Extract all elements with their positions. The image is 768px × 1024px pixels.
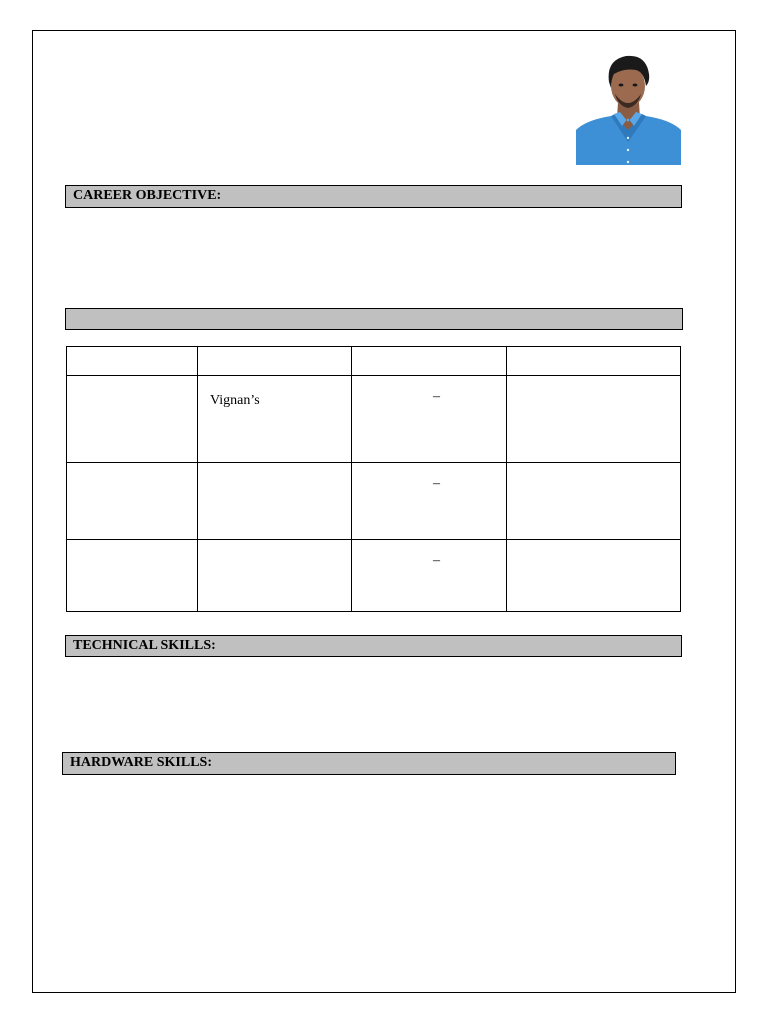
- institution-name: Vignan’s: [210, 393, 260, 409]
- table-cell: [67, 539, 198, 611]
- table-cell: [352, 539, 507, 611]
- table-header-cell: [352, 347, 507, 376]
- table-cell: [507, 376, 681, 463]
- profile-photo: [576, 50, 681, 165]
- year-range-dash: –: [433, 552, 440, 568]
- table-cell: [198, 463, 352, 539]
- table-cell: [352, 376, 507, 463]
- table-row: [67, 376, 681, 463]
- education-table: [66, 346, 681, 612]
- table-header-cell: [67, 347, 198, 376]
- table-header-cell: [198, 347, 352, 376]
- person-portrait-icon: [576, 50, 681, 165]
- table-cell: [67, 463, 198, 539]
- year-range-dash: –: [433, 389, 440, 405]
- table-cell: [198, 539, 352, 611]
- table-cell: [198, 376, 352, 463]
- education-heading: [65, 308, 683, 330]
- year-range-dash: –: [433, 476, 440, 492]
- table-header-cell: [507, 347, 681, 376]
- technical-skills-heading: TECHNICAL SKILLS:: [65, 635, 682, 657]
- table-cell: [67, 376, 198, 463]
- table-cell: [507, 539, 681, 611]
- career-objective-heading: CAREER OBJECTIVE:: [65, 185, 682, 208]
- table-cell: [507, 463, 681, 539]
- hardware-skills-heading: HARDWARE SKILLS:: [62, 752, 676, 775]
- table-row: [67, 463, 681, 539]
- table-cell: [352, 463, 507, 539]
- table-header-row: [67, 347, 681, 376]
- table-row: [67, 539, 681, 611]
